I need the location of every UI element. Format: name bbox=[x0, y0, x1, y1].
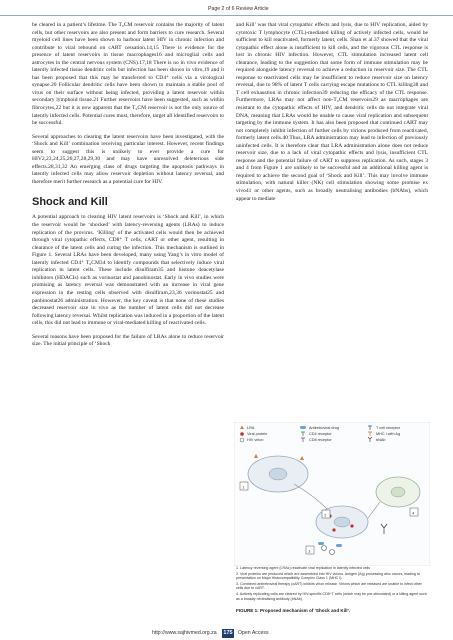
figure-caption: FIGURE 1: Proposed mechanism of ‘Shock and Kill’. bbox=[236, 608, 351, 613]
figure-note: 1. Latency reversing agent (LRAs) reactivate viral replication in latently infected cells bbox=[236, 566, 371, 570]
legend-label: MHC I with Ag bbox=[376, 432, 401, 436]
paragraph: Several reasons have been proposed for the failure of LRAs alone to reduce reservoir size. The initial principle of ‘Shock bbox=[32, 333, 224, 348]
page-header bbox=[0, 6, 453, 16]
legend-label: Antiretroviral drug bbox=[309, 426, 339, 430]
cd8-t-cell bbox=[376, 477, 420, 507]
figure-1 bbox=[234, 422, 430, 566]
step-number: 1 bbox=[242, 485, 245, 490]
legend-label: LRA bbox=[247, 426, 255, 430]
page-number: 175 bbox=[223, 630, 233, 636]
legend-label: CD8 receptor bbox=[309, 438, 332, 442]
figure-notes bbox=[236, 566, 430, 602]
figure-note: 4. Actively replicating cells are cleared by HIV-specific CD8⁺T cells (which may be pre-stimulated) or a killing agent such as a broadly neutralising antibody (bNAb). bbox=[236, 591, 427, 601]
legend-label: T cell receptor bbox=[376, 426, 400, 430]
open-access-label: Open Access bbox=[238, 630, 269, 636]
paragraph: A potential approach to clearing HIV latent reservoirs is ‘Shock and Kill’, in which the reservoir would be ‘shocked’ with latency-reversing agents (LRAs) to induce replication of the provirus. ‘Killing’ of the activated cells would then be achieved through viral cytopathic effects, CD8⁺ T cells, cART or other agent, resulting in clearance of the latent cells and curing the infection. This mechanism is outlined in Figure 1. Several LRAs have been developed, many using Yang’s in vitro model of latently infected CD4⁺ T₀CM34 to identify compounds that selectively induce viral replication in latent cells. These include disulfiram35 and histone deacetylase inhibitors (HDACIs) such as vorinostat and panobinostat. Early in vivo studies were promising as latency reversal was demonstrated with an increase in viral gene expression in the resting cells observed with disulfiram,23,36 vorinostat25 and panbinostat26 administration. However, the key caveat is that none of these studies decreased reservoir size in vivo as the number of latent cells did not decrease following latency reversal. Whilst replication was induced in a proportion of the latent cells, this did not lead to immune or viral-mediated killing of reactivated cells. bbox=[32, 214, 224, 327]
page-footer bbox=[0, 629, 453, 640]
figure-diagram bbox=[234, 422, 430, 566]
left-column bbox=[32, 22, 224, 355]
header-divider bbox=[0, 15, 453, 16]
figure-note: 3. Combined antiretroviral therapy (cART) inhibits virion release. Virions which are released are unable to infect other cells due to cART. bbox=[236, 581, 422, 591]
journal-url-link[interactable]: http://www.sajhivmed.org.za bbox=[152, 630, 217, 636]
step-number: 3 bbox=[308, 549, 311, 554]
legend-label: HIV virion bbox=[247, 438, 264, 442]
paragraph: be cleared in a patient’s lifetime. The T₀CM reservoir contains the majority of latent cells, but other reservoirs are also present and form barriers to cure research. Several myeloid cell lines have been shown to harbour latent HIV in chronic infection and contribute to viral rebound on cART cessation.14,15 There is evidence for the presence of latent reservoirs in tissue macrophages16 and microglial cells and astrocytes in the central nervous system (CNS).17,18 There is no in vivo evidence of latently infected tissue dendritic cells but infection has been shown in vitro,19 and it has been proposed that this may be transferred to CD4⁺ cells via a virological synapse.20 Follicular dendritic cells have been shown to maintain a stable pool of virus on their surface without being infected, providing a latent reservoir within secondary lymphoid tissue.21 Further reservoirs have been suggested, such as within fibrocytes,22 but it is now apparent that the T₀CM reservoir is not the only source of latently infected cells. Potential cures must, therefore, target all identified reservoirs to be successful. bbox=[32, 22, 224, 127]
legend-label: bNAb bbox=[376, 438, 386, 442]
dot-icon bbox=[240, 432, 244, 436]
paragraph: Several approaches to clearing the latent reservoirs have been investigated, with the ‘Shock and Kill’ combination receiving particular interest. However, recent findings seem to suggest this is unlikely to ever provide a cure for HIV2,23,24,25,26,27,28,29,30 and may have unresolved deleterious side effects.28,31,32 An emerging class of drugs targeting the apoptosis pathways in latently infected cells may allow reservoir depletion without latency reversal, and therefore merit further research as a potential cure for HIV. bbox=[32, 133, 224, 185]
legend-label: CD4 receptor bbox=[309, 432, 332, 436]
step-number: 2 bbox=[324, 513, 327, 518]
pill-icon bbox=[300, 426, 306, 429]
section-heading: Shock and Kill bbox=[32, 196, 108, 209]
step-number: 4 bbox=[412, 511, 415, 516]
page-indicator: Page 2 of 6 bbox=[208, 6, 235, 12]
paragraph: and Kill’ was that viral cytopathic effects and lysis, due to HIV replication, aided by cytotoxic T lymphocyte (CTL)-mediated killing of actively infected cells, would be sufficient to kill reactivated, formerly latent, cells. Shan et al.37 showed that the viral cytopathic effect alone is insufficient to kill cells, and the vigorous CTL response is lost in chronic HIV infection. However, CTL stimulation increased latent cell clearance, leading to the suggestion that some form of immune stimulation may be required alongside latency reversal to achieve a reduction in reservoir size. The CTL response to reactivated cells may be insufficient to reduce reservoir size on latency reversal, due to 98% of latent T cells carrying escape mutations to CTL killing38 and T cell exhaustion in chronic infection39 reducing the efficacy of the CTL response. Furthermore, LRAs may not affect non-T₀CM reservoirs29 as macrophages are resistant to the cytopathic effects of HIV, and dendritic cells do not integrate viral DNA, meaning that LRAs would be unable to cause viral replication and subsequent targeting by the immune system. It has also been proposed that continued cART may not completely inhibit infection of further cells by virions produced from reactivated, formerly latent cells.40 Thus, LRA administration may lead to infection of previously uninfected cells. It is therefore clear that LRA administration alone does not reduce reservoir size, due to a lack of viral cytopathic effects and lysis, insufficient CTL response and the potential failure of cART to suppress replication. As such, stages 3 and 4 from Figure 1 are unlikely to be successful and an additional killing agent is required to achieve the second goal of ‘Shock and Kill’. This may involve immune stimulation, with natural killer (NK) cell stimulation showing some promise ex vivo41 or other agents, such as broadly neutralising antibodies (bNAbs), which appear to mediate bbox=[236, 22, 428, 202]
right-column bbox=[236, 22, 428, 209]
figure-note: 2. Viral proteins are produced which are assembled into HIV virions. Antigen (Ag) processing also occurs, leading to presentation on Major Histocompatibility Complex Class 1 (MHC I). bbox=[236, 571, 420, 581]
article-type: Review Article bbox=[236, 6, 269, 12]
legend-label: Viral protein bbox=[247, 432, 268, 436]
